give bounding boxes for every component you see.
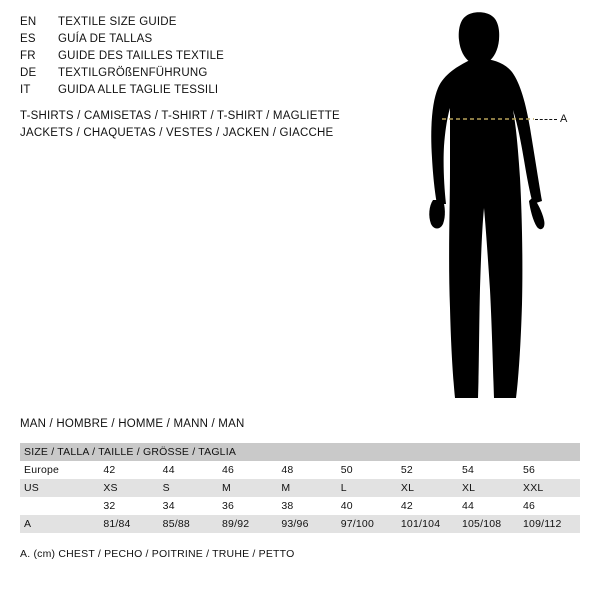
cell: 109/112 [519,515,580,533]
cell: XXL [519,479,580,497]
cell: 52 [397,461,458,479]
cell: 42 [99,461,158,479]
language-text: TEXTILGRÖßENFÜHRUNG [58,67,208,79]
cell: XL [458,479,519,497]
language-code: EN [20,16,37,28]
cell: 42 [397,497,458,515]
cell: 81/84 [99,515,158,533]
cell: M [277,479,336,497]
table-title: MAN / HOMBRE / HOMME / MANN / MAN [20,418,245,430]
cell: 54 [458,461,519,479]
language-code: ES [20,33,36,45]
cell: 85/88 [159,515,218,533]
row-label: A [20,515,99,533]
cell: S [159,479,218,497]
cell: XL [397,479,458,497]
cell: 101/104 [397,515,458,533]
language-row [20,67,380,84]
language-code: FR [20,50,36,62]
cell: 44 [159,461,218,479]
table-header-label: SIZE / TALLA / TAILLE / GRÖSSE / TAGLIA [20,443,580,461]
language-code: DE [20,67,37,79]
cell: XS [99,479,158,497]
row-label: US [20,479,99,497]
language-row [20,50,380,67]
cell: 40 [337,497,397,515]
cell: 46 [519,497,580,515]
cell: 46 [218,461,277,479]
table-row [20,497,580,515]
measure-leader-line [535,119,557,120]
cell: 36 [218,497,277,515]
language-row [20,84,380,101]
language-code: IT [20,84,31,96]
language-row [20,33,380,50]
male-torso-silhouette-icon [400,8,600,408]
table-row [20,461,580,479]
measure-label-a: A [560,113,568,125]
cell: 93/96 [277,515,336,533]
row-label [20,497,99,515]
category-line-jackets: JACKETS / CHAQUETAS / VESTES / JACKEN / GIACCHE [20,127,334,139]
table-row [20,479,580,497]
row-label: Europe [20,461,99,479]
cell: 89/92 [218,515,277,533]
cell: 48 [277,461,336,479]
language-row [20,16,380,33]
footnote: A. (cm) CHEST / PECHO / POITRINE / TRUHE / PETTO [20,548,295,560]
cell: 44 [458,497,519,515]
language-text: GUIDA ALLE TAGLIE TESSILI [58,84,219,96]
cell: 38 [277,497,336,515]
cell: L [337,479,397,497]
cell: M [218,479,277,497]
language-header-block [20,16,380,101]
garment-category-block [20,110,420,144]
category-line-tshirts: T-SHIRTS / CAMISETAS / T-SHIRT / T-SHIRT / MAGLIETTE [20,110,340,122]
language-text: TEXTILE SIZE GUIDE [58,16,177,28]
cell: 32 [99,497,158,515]
table-header-row [20,443,580,461]
cell: 105/108 [458,515,519,533]
cell: 97/100 [337,515,397,533]
language-text: GUIDE DES TAILLES TEXTILE [58,50,225,62]
language-text: GUÍA DE TALLAS [58,33,153,45]
cell: 56 [519,461,580,479]
cell: 50 [337,461,397,479]
figure-area [400,8,600,408]
table-row [20,515,580,533]
cell: 34 [159,497,218,515]
size-table [20,443,580,533]
